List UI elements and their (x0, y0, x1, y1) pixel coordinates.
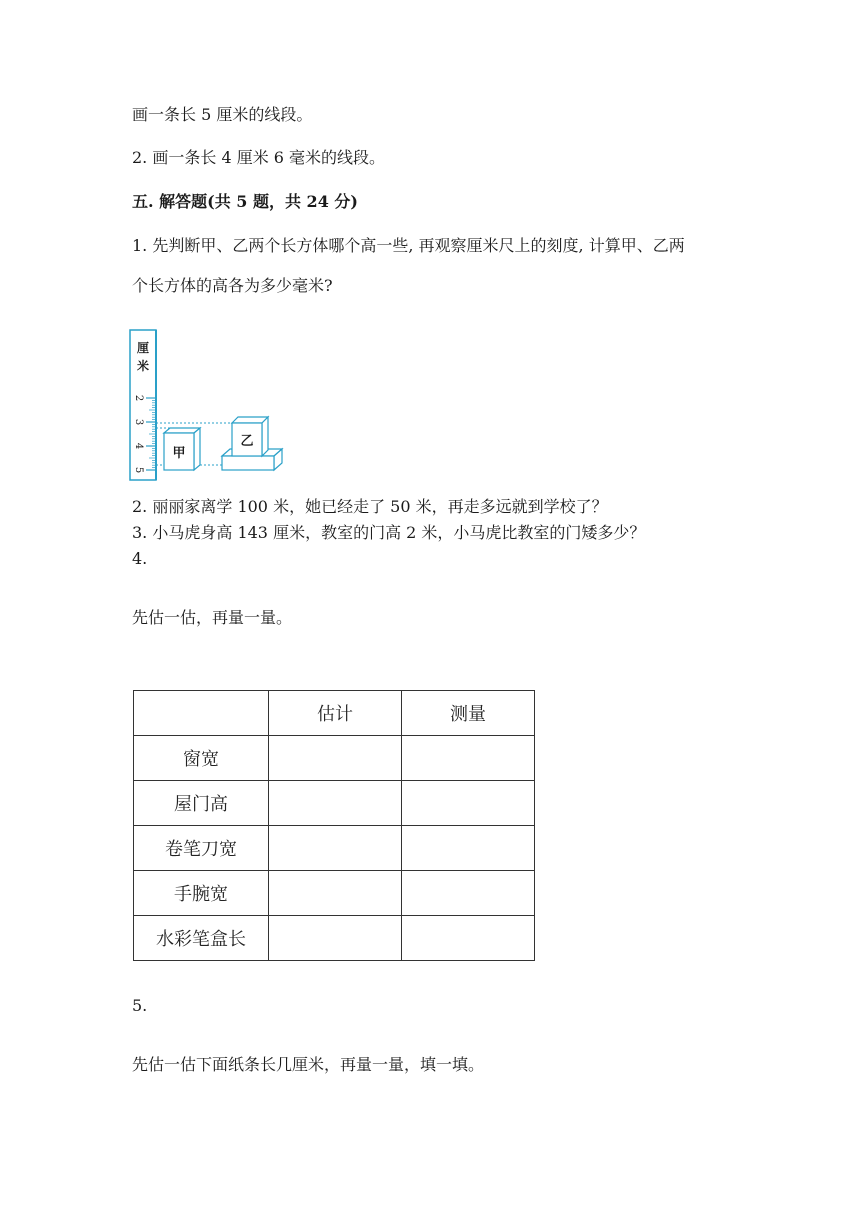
estimate-cell[interactable] (269, 736, 402, 781)
text-line-draw-5cm: 画一条长 5 厘米的线段。 (132, 105, 313, 124)
ruler-tick-label: 3 (133, 418, 144, 426)
row-label: 卷笔刀宽 (134, 826, 269, 871)
table-row (134, 781, 535, 826)
table-row (134, 916, 535, 961)
table-row (134, 871, 535, 916)
table-header-measure: 测量 (402, 691, 535, 736)
ruler-boxes-figure (128, 328, 288, 484)
ruler-label-char-2: 米 (136, 359, 150, 373)
row-label: 水彩笔盒长 (134, 916, 269, 961)
question-3: 3. 小马虎身高 143 厘米，教室的门高 2 米，小马虎比教室的门矮多少？ (132, 523, 646, 542)
estimate-cell[interactable] (269, 871, 402, 916)
ruler-label-char-1: 厘 (136, 341, 150, 355)
estimate-table (133, 690, 535, 961)
question-2: 2. 丽丽家离学 100 米，她已经走了 50 米，再走多远就到学校了？ (132, 497, 608, 516)
ruler-tick-label: 4 (133, 442, 144, 450)
question-5-text: 先估一估下面纸条长几厘米，再量一量，填一填。 (132, 1055, 485, 1074)
table-header-row (134, 691, 535, 736)
box-jia (164, 428, 200, 470)
measure-cell[interactable] (402, 871, 535, 916)
question-2-draw: 2. 画一条长 4 厘米 6 毫米的线段。 (132, 148, 386, 167)
question-4-number: 4. (132, 549, 148, 568)
table-header-cell (134, 691, 269, 736)
row-label: 手腕宽 (134, 871, 269, 916)
measure-cell[interactable] (402, 736, 535, 781)
ruler-tick-label: 5 (133, 466, 144, 474)
box-yi (232, 417, 268, 456)
box-jia-label: 甲 (172, 446, 186, 461)
row-label: 屋门高 (134, 781, 269, 826)
row-label: 窗宽 (134, 736, 269, 781)
question-1-line-2: 个长方体的高各为多少毫米? (132, 276, 333, 295)
measure-cell[interactable] (402, 781, 535, 826)
question-5-number: 5. (132, 996, 148, 1015)
table-header-estimate: 估计 (269, 691, 402, 736)
question-1-line-1: 1. 先判断甲、乙两个长方体哪个高一些, 再观察厘米尺上的刻度, 计算甲、乙两 (132, 236, 685, 255)
measure-cell[interactable] (402, 826, 535, 871)
ruler-tick-label: 2 (133, 394, 144, 402)
table-row (134, 736, 535, 781)
measure-cell[interactable] (402, 916, 535, 961)
table-row (134, 826, 535, 871)
estimate-cell[interactable] (269, 781, 402, 826)
box-yi-label: 乙 (240, 434, 254, 449)
estimate-cell[interactable] (269, 916, 402, 961)
estimate-cell[interactable] (269, 826, 402, 871)
question-4-text: 先估一估，再量一量。 (132, 608, 293, 627)
section-title: 五. 解答题(共 5 题，共 24 分) (132, 192, 358, 211)
